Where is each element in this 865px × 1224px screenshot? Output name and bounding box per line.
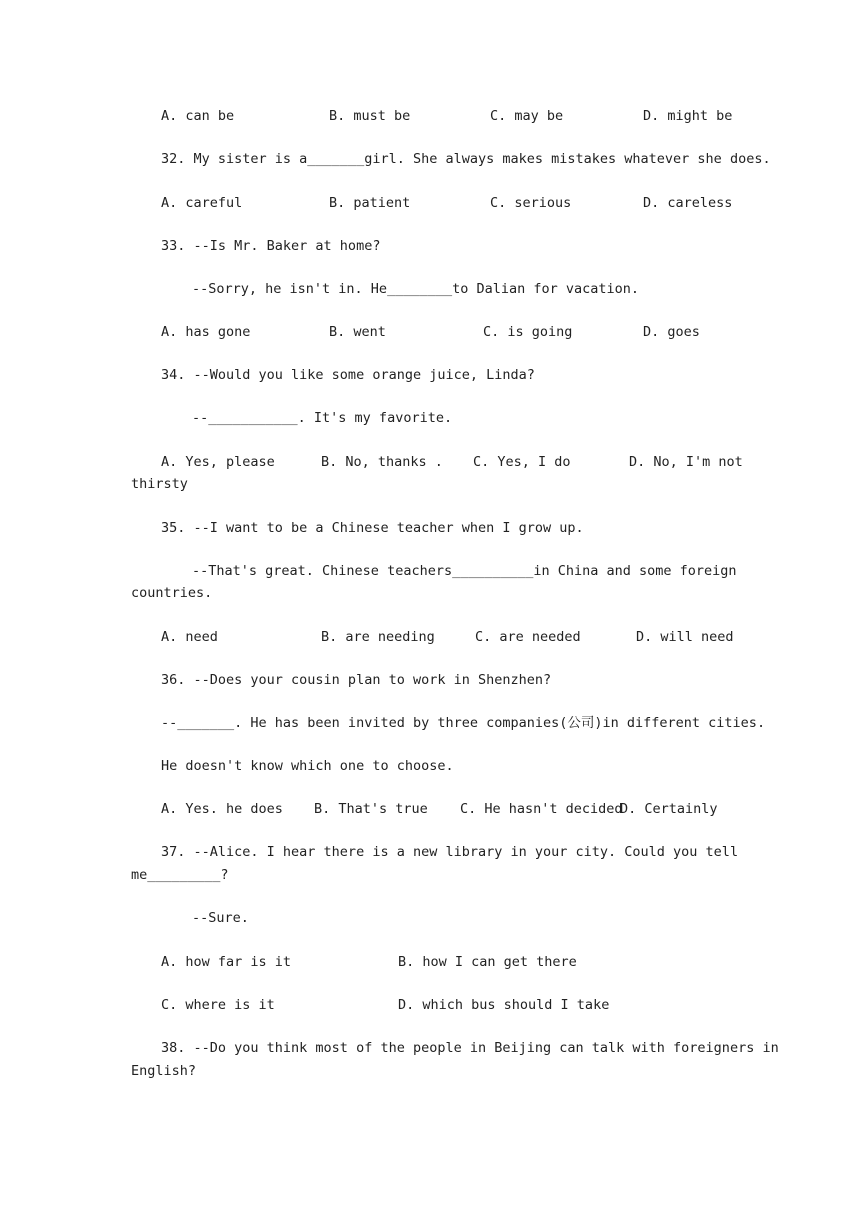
q36-option-c: C. He hasn't decided	[460, 801, 623, 817]
q33-option-d: D. goes	[643, 324, 700, 340]
q37-option-b: B. how I can get there	[398, 954, 577, 970]
q32-stem: 32. My sister is a_______girl. She always makes mistakes whatever she does.	[161, 151, 771, 167]
q35-stem: 35. --I want to be a Chinese teacher when I grow up.	[161, 520, 584, 536]
q33-reply: --Sorry, he isn't in. He________to Dalian for vacation.	[192, 281, 640, 297]
q34-option-d: D. No, I'm not	[629, 454, 743, 470]
q32-option-c: C. serious	[490, 195, 572, 211]
q37-option-c: C. where is it	[161, 997, 275, 1013]
q36-option-d: D. Certainly	[620, 801, 718, 817]
q36-reply-continued: He doesn't know which one to choose.	[161, 758, 454, 774]
q37-option-a: A. how far is it	[161, 954, 292, 970]
q32-option-b: B. patient	[329, 195, 411, 211]
q36-stem: 36. --Does your cousin plan to work in Shenzhen?	[161, 672, 552, 688]
q33-option-a: A. has gone	[161, 324, 251, 340]
q33-stem: 33. --Is Mr. Baker at home?	[161, 238, 381, 254]
q37-option-d: D. which bus should I take	[398, 997, 610, 1013]
q31-option-b: B. must be	[329, 108, 411, 124]
q34-reply: --___________. It's my favorite.	[192, 410, 453, 426]
q32-option-a: A. careful	[161, 195, 243, 211]
q37-reply: --Sure.	[192, 910, 249, 926]
q37-stem: 37. --Alice. I hear there is a new library in your city. Could you tell	[161, 844, 739, 860]
q34-option-c: C. Yes, I do	[473, 454, 571, 470]
q36-option-b: B. That's true	[314, 801, 428, 817]
q31-option-c: C. may be	[490, 108, 564, 124]
q38-stem-continued: English?	[131, 1063, 197, 1079]
q34-option-d-continued: thirsty	[131, 476, 188, 492]
q34-stem: 34. --Would you like some orange juice, Linda?	[161, 367, 535, 383]
q36-reply: --_______. He has been invited by three companies(公司)in different cities.	[161, 715, 766, 731]
q35-reply-continued: countries.	[131, 585, 213, 601]
q31-option-d: D. might be	[643, 108, 733, 124]
q33-option-b: B. went	[329, 324, 386, 340]
q36-option-a: A. Yes. he does	[161, 801, 283, 817]
q35-option-c: C. are needed	[475, 629, 581, 645]
q35-option-a: A. need	[161, 629, 218, 645]
q35-option-d: D. will need	[636, 629, 734, 645]
q35-reply: --That's great. Chinese teachers__________in China and some foreign	[192, 563, 737, 579]
q34-option-b: B. No, thanks .	[321, 454, 443, 470]
q35-option-b: B. are needing	[321, 629, 435, 645]
q33-option-c: C. is going	[483, 324, 573, 340]
q32-option-d: D. careless	[643, 195, 733, 211]
q38-stem: 38. --Do you think most of the people in Beijing can talk with foreigners in	[161, 1040, 779, 1056]
q31-option-a: A. can be	[161, 108, 235, 124]
q37-stem-continued: me_________?	[131, 867, 229, 883]
q34-option-a: A. Yes, please	[161, 454, 275, 470]
